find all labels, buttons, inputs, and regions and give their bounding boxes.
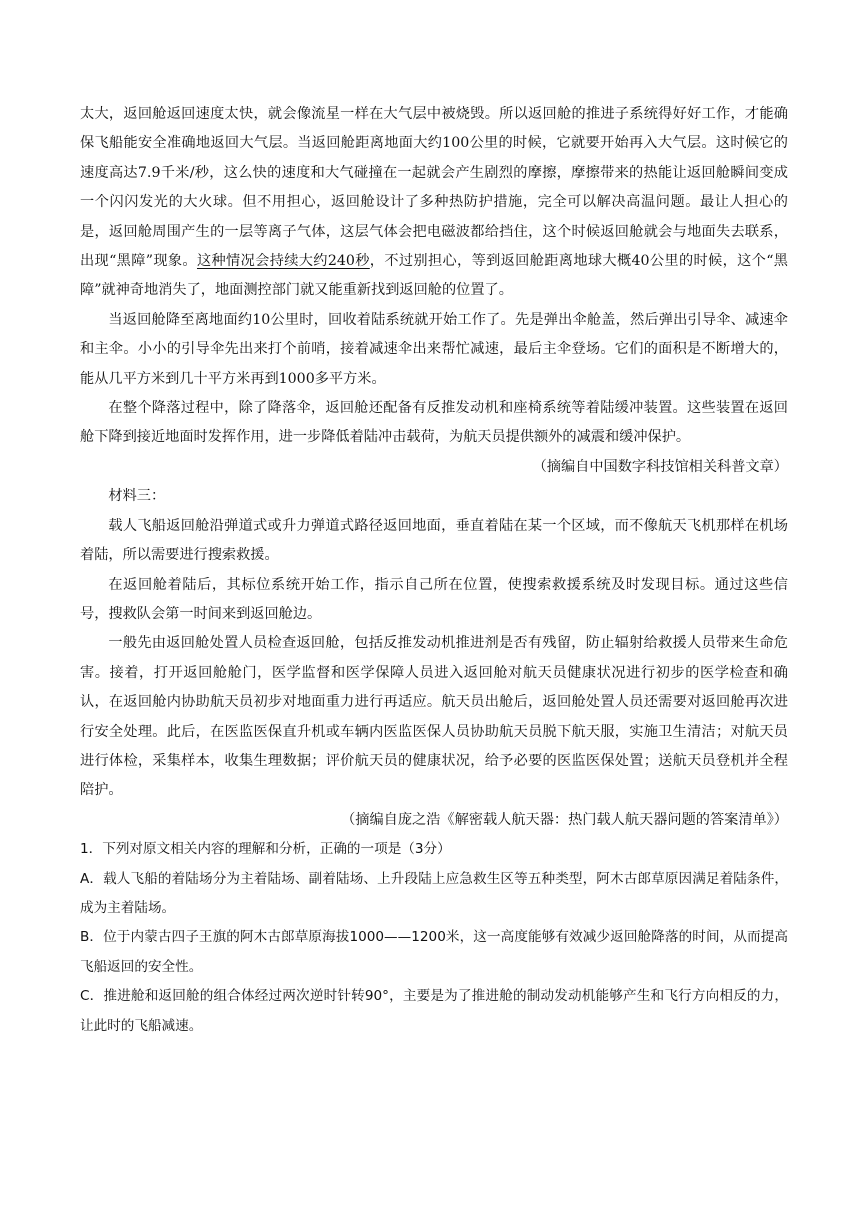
- source-citation-3: （摘编自庞之浩《解密载人航天器：热门载人航天器问题的答案清单》）: [341, 811, 788, 828]
- reentry-text-before: 太大，返回舱返回速度太快，就会像流星一样在大气层中被烧毁。所以返回舱的推进子系统得好好工作，才能确保飞船能安全准确地返回大气层。当返回舱距离地面大约100公里的时候，它就要开始再入大气层。这时候它的速度高达7.9千米/秒，这么快的速度和大气碰撞在一起就会产生剧烈的摩擦，摩擦带来的热能让返回舱瞬间变成一个闪闪发光的大火球。但不用担心，返回舱设计了多种热防护措施，完全可以解决高温问题。最让人担心的是，返回舱周围产生的一层等离子气体，这层气体会把电磁波都给挡住，这个时候返回舱就会与地面失去联系，出现“黑障”现象。: [80, 106, 788, 270]
- question-1-option-b: B．位于内蒙古四子王旗的阿木古郎草原海拔1000——1200米，这一高度能够有效减少返回舱降落的时间，从而提高飞船返回的安全性。: [80, 929, 788, 975]
- reentry-text-after: ，不过别担心，等到返回舱距离地球大概40公里的时候，这个“黑障”就神奇地消失了，地面测控部门就又能重新找到返回舱的位置了。: [80, 253, 788, 299]
- underlined-blackout-duration: 这种情况会持续大约240秒: [196, 253, 370, 270]
- document-page: [80, 100, 788, 1041]
- question-1-option-a: A．载人飞船的着陆场分为主着陆场、副着陆场、上升段陆上应急救生区等五种类型，阿木古郎草原因满足着陆条件，成为主着陆场。: [80, 870, 788, 916]
- paragraph-parachute: 当返回舱降至离地面约10公里时，回收着陆系统就开始工作了。先是弹出伞舱盖，然后弹出引导伞、减速伞和主伞。小小的引导伞先出来打个前哨，接着减速伞出来帮忙减速，最后主伞登场。它们的面积是不断增大的，能从几平方米到几十平方米再到1000多平方米。: [80, 311, 788, 387]
- source-citation-2: （摘编自中国数字科技馆相关科普文章）: [532, 458, 788, 475]
- question-1-stem: 1．下列对原文相关内容的理解和分析，正确的一项是（3分）: [80, 841, 451, 858]
- material-three-heading: 材料三：: [108, 488, 166, 505]
- paragraph-cushion: 在整个降落过程中，除了降落伞，返回舱还配备有反推发动机和座椅系统等着陆缓冲装置。这些装置在返回舱下降到接近地面时发挥作用，进一步降低着陆冲击载荷，为航天员提供额外的减震和缓冲保护。: [80, 400, 788, 446]
- question-1-option-c: C．推进舱和返回舱的组合体经过两次逆时针转90°，主要是为了推进舱的制动发动机能够产生和飞行方向相反的力，让此时的飞船减速。: [80, 988, 788, 1034]
- paragraph-disposal: 一般先由返回舱处置人员检查返回舱，包括反推发动机推进剂是否有残留，防止辐射给救援人员带来生命危害。接着，打开返回舱舱门，医学监督和医学保障人员进入返回舱对航天员健康状况进行初步的医学检查和确认，在返回舱内协助航天员初步对地面重力进行再适应。航天员出舱后，返回舱处置人员还需要对返回舱再次进行安全处理。此后，在医监医保直升机或车辆内医监医保人员协助航天员脱下航天服，实施卫生清洁；对航天员进行体检，采集样本，收集生理数据；评价航天员的健康状况，给予必要的医监医保处置；送航天员登机并全程陪护。: [80, 635, 788, 799]
- paragraph-search-rescue: 载人飞船返回舱沿弹道式或升力弹道式路径返回地面，垂直着陆在某一个区域，而不像航天飞机那样在机场着陆，所以需要进行搜索救援。: [80, 517, 788, 564]
- paragraph-reentry: [80, 100, 788, 306]
- paragraph-beacon: 在返回舱着陆后，其标位系统开始工作，指示自己所在位置，使搜索救援系统及时发现目标。通过这些信号，搜救队会第一时间来到返回舱边。: [80, 576, 788, 622]
